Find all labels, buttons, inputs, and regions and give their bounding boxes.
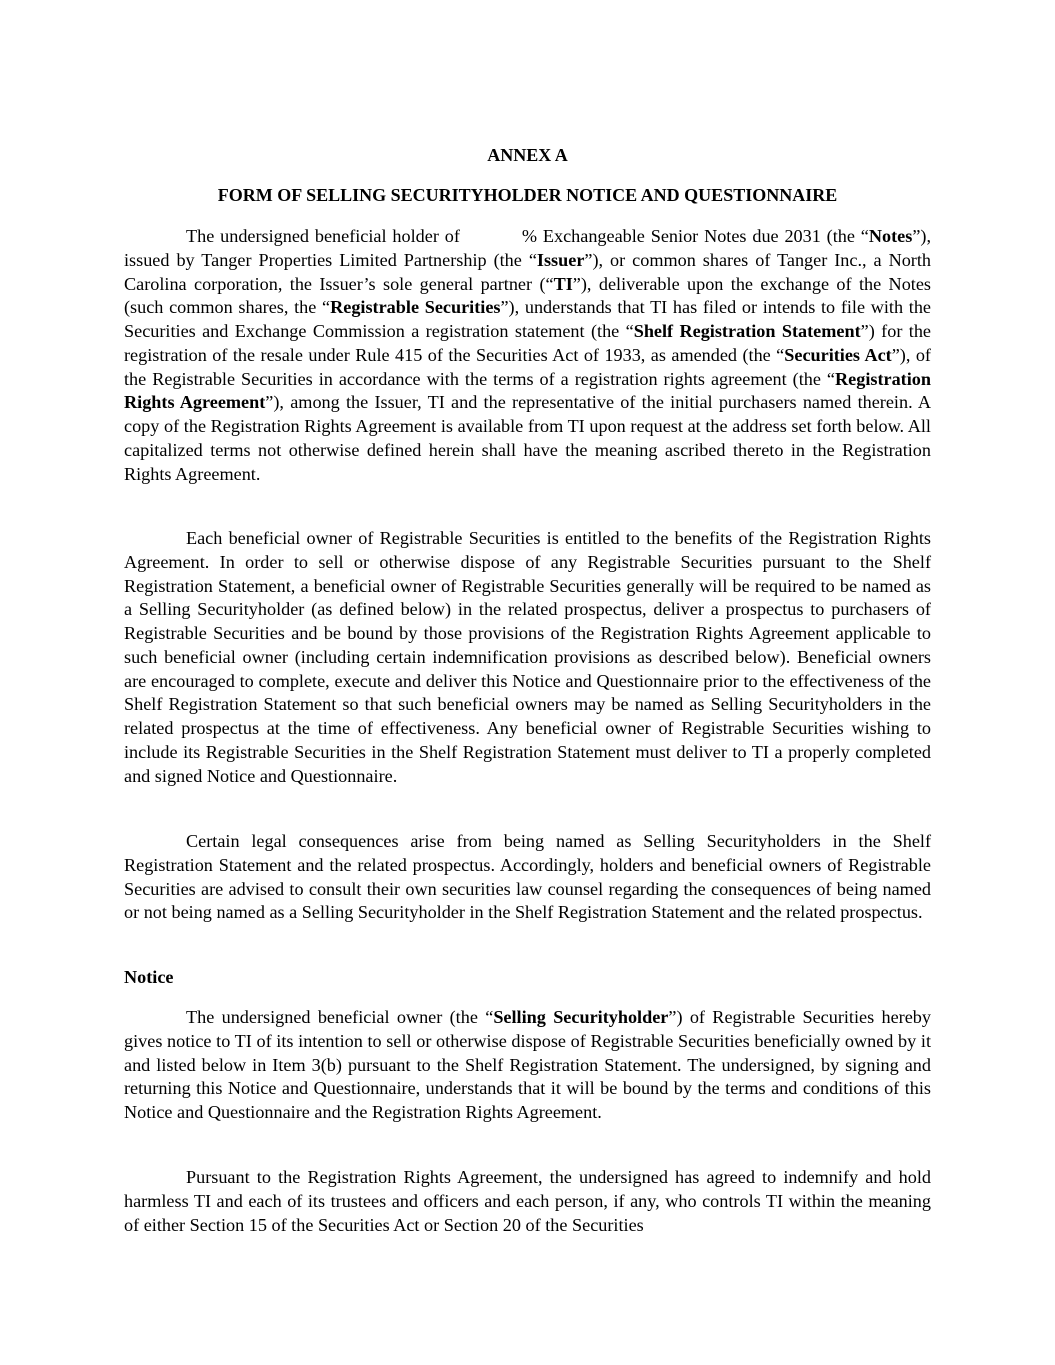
p1-text-2: % Exchangeable Senior Notes due 2031 (the “ [521,226,869,246]
term-notes: Notes [868,226,913,246]
legal-consequences-paragraph: Certain legal consequences arise from being named as Selling Securityholders in the Shelf Registration Statement and the related prospectus. Accordingly, holders and beneficial owners of Registrable Securities are advised to consult their own securities law counsel regarding the consequences of being named or not being named as a Selling Securityholder in the Shelf Registration Statement and the related prospectus. [124,831,931,923]
term-securities-act: Securities Act [784,344,892,365]
notice-heading: Notice [124,967,174,987]
p1-text-9: ”), among the Issuer, TI and the representative of the initial purchasers named therein. A copy of the Registration Rights Agreement is available from TI upon request at the address set forth below. All capitalized terms not otherwise defined herein shall have the meaning ascribed thereto in the Registration Rights Agreement. [124,392,931,484]
p4-text-1: The undersigned beneficial owner (the “ [186,1007,494,1027]
beneficial-owner-paragraph: Each beneficial owner of Registrable Securities is entitled to the benefits of the Registration Rights Agreement. In order to sell or otherwise dispose of any Registrable Securities pursuant to the Shelf Registration Statement, a beneficial owner of Registrable Securities generally will be required to be named as a Selling Securityholder (as defined below) in the related prospectus, deliver a prospectus to purchasers of Registrable Securities and be bound by those provisions of the Registration Rights Agreement applicable to such beneficial owner (including certain indemnification provisions as described below). Beneficial owners are encouraged to complete, execute and deliver this Notice and Questionnaire prior to the effectiveness of the Shelf Registration Statement so that such beneficial owners may be named as Selling Securityholders in the related prospectus at the time of effectiveness. Any beneficial owner of Registrable Securities wishing to include its Registrable Securities in the Shelf Registration Statement must deliver to TI a properly completed and signed Notice and Questionnaire. [124,528,931,786]
term-ti: TI [553,273,573,294]
term-issuer: Issuer [536,249,585,270]
indemnify-paragraph: Pursuant to the Registration Rights Agreement, the undersigned has agreed to indemnify and hold harmless TI and each of its trustees and officers and each person, if any, who controls TI within the meaning of either Section 15 of the Securities Act or Section 20 of the Securities [124,1167,931,1235]
term-selling-securityholder: Selling Securityholder [493,1007,669,1027]
p1-text-1: The undersigned beneficial holder of [186,226,460,246]
intro-paragraph [124,225,931,486]
annex-title: ANNEX A [487,145,568,165]
p1-text-7: ”) for the registration of the resale under Rule 415 of the Securities Act of 1933, as amended (the “ [124,321,931,365]
term-registrable-securities: Registrable Securities [330,297,501,318]
p1-text-8: ”), of the Registrable Securities in accordance with the terms of a registration rights agreement (the “ [124,344,931,389]
p4-text-2: ”) of Registrable Securities hereby gives notice to TI of its intention to sell or otherwise dispose of Registrable Securities beneficially owned by it and listed below in Item 3(b) pursuant to the Shelf Registration Statement. The undersigned, by signing and returning this Notice and Questionnaire, understands that it will be bound by the terms and conditions of this Notice and Questionnaire and the Registration Rights Agreement. [124,1007,931,1122]
p1-text-4: ”), or common shares of Tanger Inc., a North Carolina corporation, the Issuer’s sole general partner (“ [124,249,932,294]
form-title: FORM OF SELLING SECURITYHOLDER NOTICE AND QUESTIONNAIRE [217,185,838,205]
p1-text-5: ”), deliverable upon the exchange of the Notes (such common shares, the “ [124,273,931,318]
term-registration-rights-agreement: Registration Rights Agreement [124,368,931,413]
term-shelf-registration-statement: Shelf Registration Statement [633,321,861,341]
notice-paragraph [124,1006,931,1125]
p1-text-3: ”), issued by Tanger Properties Limited Partnership (the “ [124,226,932,270]
p1-text-6: ”), understands that TI has filed or intends to file with the Securities and Exchange Commission a registration statement (the “ [124,297,931,341]
